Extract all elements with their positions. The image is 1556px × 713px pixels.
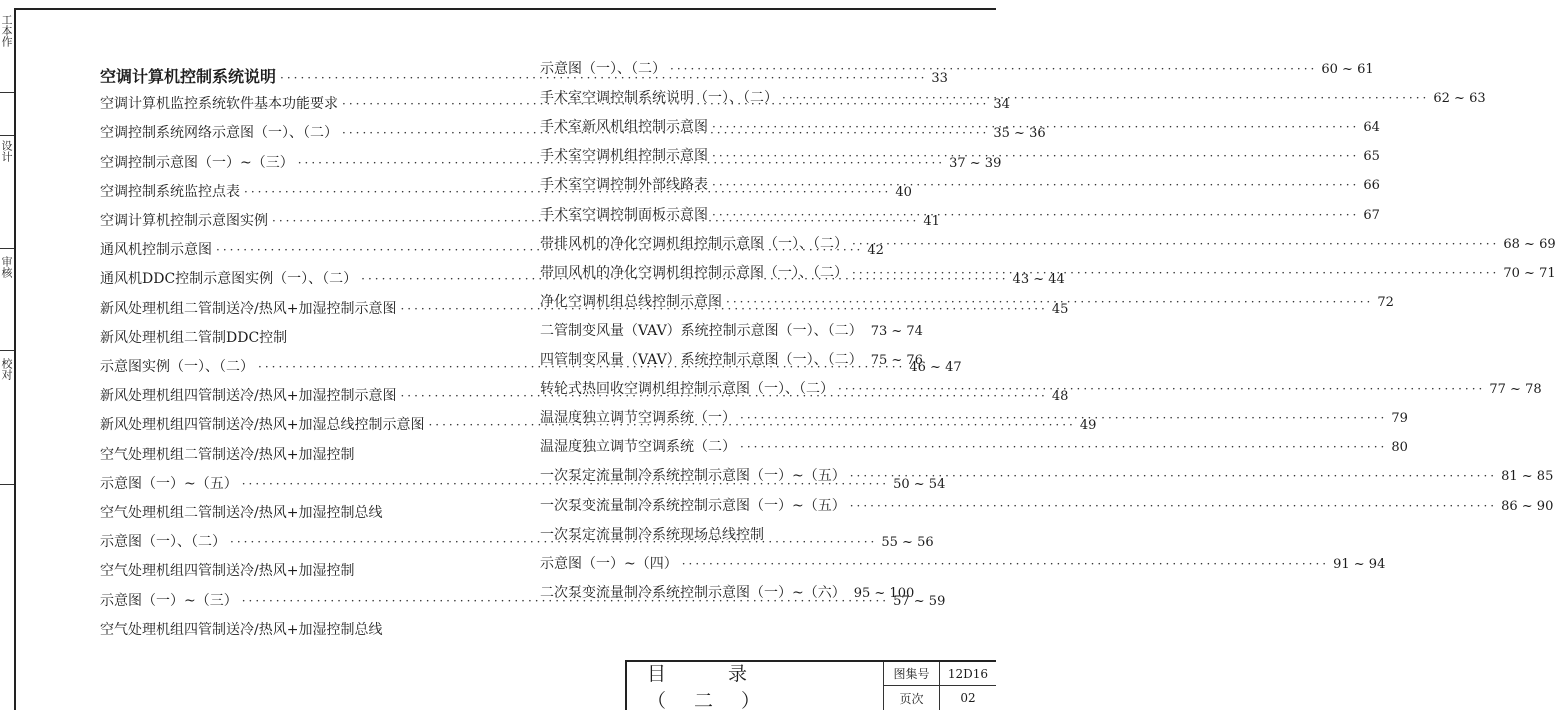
toc-leader-dots xyxy=(726,295,1373,309)
toc-entry-title: 空气处理机组四管制送冷/热风+加湿控制总线 xyxy=(100,621,383,638)
toc-entry-title: 一次泵定流量制冷系统现场总线控制 xyxy=(540,526,764,543)
toc-leader-dots xyxy=(782,91,1429,105)
toc-leader-dots xyxy=(852,237,1499,251)
toc-entry[interactable] xyxy=(100,327,476,347)
toc-entry-page: 34 xyxy=(993,97,1010,113)
toc-entry-page: 37 ~ 39 xyxy=(949,155,1002,171)
toc-entry-title: 空调计算机控制系统说明 xyxy=(100,67,277,86)
toc-entry-title: 净化空调机组总线控制示意图 xyxy=(540,293,722,310)
toc-entry[interactable] xyxy=(540,582,915,602)
toc-leader-dots xyxy=(838,382,1485,396)
toc-entry-page: 86 ~ 90 xyxy=(1501,498,1554,514)
toc-entry[interactable] xyxy=(540,349,923,369)
toc-entry-page: 72 xyxy=(1377,294,1394,310)
toc-entry-page: 62 ~ 63 xyxy=(1433,91,1486,107)
toc-entry-title: 示意图（一）~（五） xyxy=(100,475,238,492)
toc-entry-title: 手术室空调控制外部线路表 xyxy=(540,177,708,194)
toc-entry-title: 示意图实例（一）、（二） xyxy=(100,359,254,375)
toc-leader-dots xyxy=(712,208,1359,222)
toc-entry-title: 带回风机的净化空调机组控制示意图（一）、（二） xyxy=(540,264,848,281)
toc-entry-title: 空调控制系统监控点表 xyxy=(100,183,240,200)
toc-entry-page: 57 ~ 59 xyxy=(893,593,946,609)
binding-divider xyxy=(0,92,14,93)
toc-leader-dots xyxy=(850,469,1497,483)
toc-entry-title: 带排风机的净化空调机组控制示意图（一）、（二） xyxy=(540,235,848,252)
toc-entry-title: 空气处理机组四管制送冷/热风+加湿控制 xyxy=(100,563,355,580)
toc-entry-title: 二管制变风量（VAV）系统控制示意图（一）、（二） xyxy=(540,322,863,339)
atlas-number-label: 图集号 xyxy=(884,662,940,686)
title-block xyxy=(625,660,996,710)
toc-entry-page: 66 xyxy=(1363,178,1380,194)
document-title: 目 录（二） xyxy=(647,663,789,712)
toc-entry-title: 通风机控制示意图 xyxy=(100,242,212,259)
toc-leader-dots xyxy=(850,499,1497,513)
toc-entry-page: 45 xyxy=(1051,301,1069,317)
toc-entry-page: 75 ~ 76 xyxy=(870,353,923,368)
toc-leader-dots xyxy=(670,62,1317,76)
toc-entry-title: 空调计算机监控系统软件基本功能要求 xyxy=(100,96,338,113)
toc-entry-title: 新风处理机组四管制送冷/热风+加湿总线控制示意图 xyxy=(100,417,425,434)
toc-entry-page: 91 ~ 94 xyxy=(1333,556,1386,572)
toc-entry-page: 73 ~ 74 xyxy=(870,323,923,339)
toc-entry-title: 一次泵变流量制冷系统控制示意图（一）~（五） xyxy=(540,497,846,514)
toc-entry-page: 77 ~ 78 xyxy=(1489,382,1542,398)
toc-entry-title: 手术室空调机组控制示意图 xyxy=(540,148,708,165)
toc-entry-title: 新风处理机组二管制送冷/热风+加湿控制示意图 xyxy=(100,300,397,317)
toc-entry-title: 手术室空调控制系统说明（一）、（二） xyxy=(540,90,778,107)
toc-entry-title: 空调计算机控制示意图实例 xyxy=(100,213,268,229)
toc-entry-title: 手术室空调控制面板示意图 xyxy=(540,206,708,223)
toc-leader-dots xyxy=(712,149,1359,163)
toc-entry[interactable] xyxy=(100,560,476,580)
toc-entry-page: 65 xyxy=(1363,149,1380,165)
toc-entry-page: 35 ~ 36 xyxy=(993,126,1046,142)
toc-leader-dots xyxy=(852,266,1499,280)
toc-entry-page: 60 ~ 61 xyxy=(1321,62,1374,77)
toc-entry-title: 新风处理机组二管制DDC控制 xyxy=(100,329,288,346)
binding-divider xyxy=(0,135,14,136)
binding-divider xyxy=(0,350,14,351)
title-block-grid xyxy=(883,662,996,710)
toc-entry-title: 转轮式热回收空调机组控制示意图（一）、（二） xyxy=(540,381,834,398)
page-number: 02 xyxy=(960,691,976,705)
toc-entry-page: 42 xyxy=(867,243,884,259)
toc-entry[interactable] xyxy=(540,58,1374,78)
binding-strip xyxy=(0,0,14,713)
binding-note: 校对 xyxy=(0,358,13,380)
toc-entry-title: 四管制变风量（VAV）系统控制示意图（一）、（二） xyxy=(540,352,863,368)
page-number-label: 页次 xyxy=(884,686,940,710)
toc-entry-page: 48 xyxy=(1051,389,1069,405)
toc-entry-page: 64 xyxy=(1363,120,1380,136)
toc-entry-title: 示意图（一）、（二） xyxy=(100,534,226,551)
toc-entry-title: 空气处理机组二管制送冷/热风+加湿控制 xyxy=(100,446,355,463)
toc-entry[interactable] xyxy=(100,444,476,464)
toc-leader-dots xyxy=(712,120,1359,134)
toc-entry-page: 67 xyxy=(1363,207,1380,223)
toc-entry[interactable] xyxy=(540,436,1408,456)
toc-entry[interactable] xyxy=(540,553,1386,573)
toc-entry-page: 68 ~ 69 xyxy=(1503,236,1556,252)
toc-entry-page: 43 ~ 44 xyxy=(1012,272,1065,288)
toc-entry[interactable] xyxy=(540,495,1554,515)
toc-entry-title: 通风机DDC控制示意图实例（一）、（二） xyxy=(100,271,358,288)
toc-entry-page: 50 ~ 54 xyxy=(893,476,946,492)
toc-entry-page: 70 ~ 71 xyxy=(1503,265,1556,281)
toc-entry[interactable] xyxy=(540,524,912,544)
toc-entry-page: 41 xyxy=(923,214,940,229)
toc-entry-page: 80 xyxy=(1391,440,1408,456)
atlas-number: 12D16 xyxy=(940,662,996,686)
toc-entry-page: 81 ~ 85 xyxy=(1501,469,1554,485)
toc-leader-dots xyxy=(682,557,1329,571)
binding-divider xyxy=(0,484,14,485)
toc-entry[interactable] xyxy=(540,233,1556,253)
binding-note: 工本作 xyxy=(0,14,13,47)
toc-entry-title: 温湿度独立调节空调系统（二） xyxy=(540,439,736,456)
toc-entry[interactable] xyxy=(540,174,1380,194)
toc-entry-title: 二次泵变流量制冷系统控制示意图（一）~（六） xyxy=(540,584,846,601)
binding-divider xyxy=(0,248,14,249)
toc-leader-dots xyxy=(712,178,1359,192)
toc-entry-page: 49 xyxy=(1079,418,1097,434)
toc-leader-dots xyxy=(740,440,1387,454)
toc-entry[interactable] xyxy=(540,320,923,340)
toc-entry-title: 一次泵定流量制冷系统控制示意图（一）~（五） xyxy=(540,468,846,485)
toc-entry-title: 空调控制示意图（一）~（三） xyxy=(100,154,294,171)
toc-entry-title: 示意图（一）、（二） xyxy=(540,61,666,77)
toc-entry-title: 示意图（一）~（三） xyxy=(100,592,238,609)
toc-entry-title: 空气处理机组二管制送冷/热风+加湿控制总线 xyxy=(100,505,383,521)
toc-entry-page: 46 ~ 47 xyxy=(909,360,962,375)
toc-entry-page: 79 xyxy=(1391,411,1408,427)
toc-entry-title: 空调控制系统网络示意图（一）、（二） xyxy=(100,125,338,142)
toc-entry-title: 温湿度独立调节空调系统（一） xyxy=(540,410,736,427)
toc-entry-page: 95 ~ 100 xyxy=(853,585,915,601)
toc-entry-title: 新风处理机组四管制送冷/热风+加湿控制示意图 xyxy=(100,388,397,405)
toc-entry-title: 手术室新风机组控制示意图 xyxy=(540,119,708,136)
toc-entry-title: 示意图（一）~（四） xyxy=(540,555,678,572)
toc-entry-page: 33 xyxy=(931,71,948,86)
binding-note: 审核 xyxy=(0,256,13,278)
toc-entry-page: 55 ~ 56 xyxy=(881,535,934,551)
binding-note: 设计 xyxy=(0,140,13,162)
toc-entry[interactable] xyxy=(100,502,476,522)
toc-entry[interactable] xyxy=(100,619,476,639)
toc-entry-page: 40 xyxy=(895,184,912,200)
toc-leader-dots xyxy=(740,411,1387,425)
